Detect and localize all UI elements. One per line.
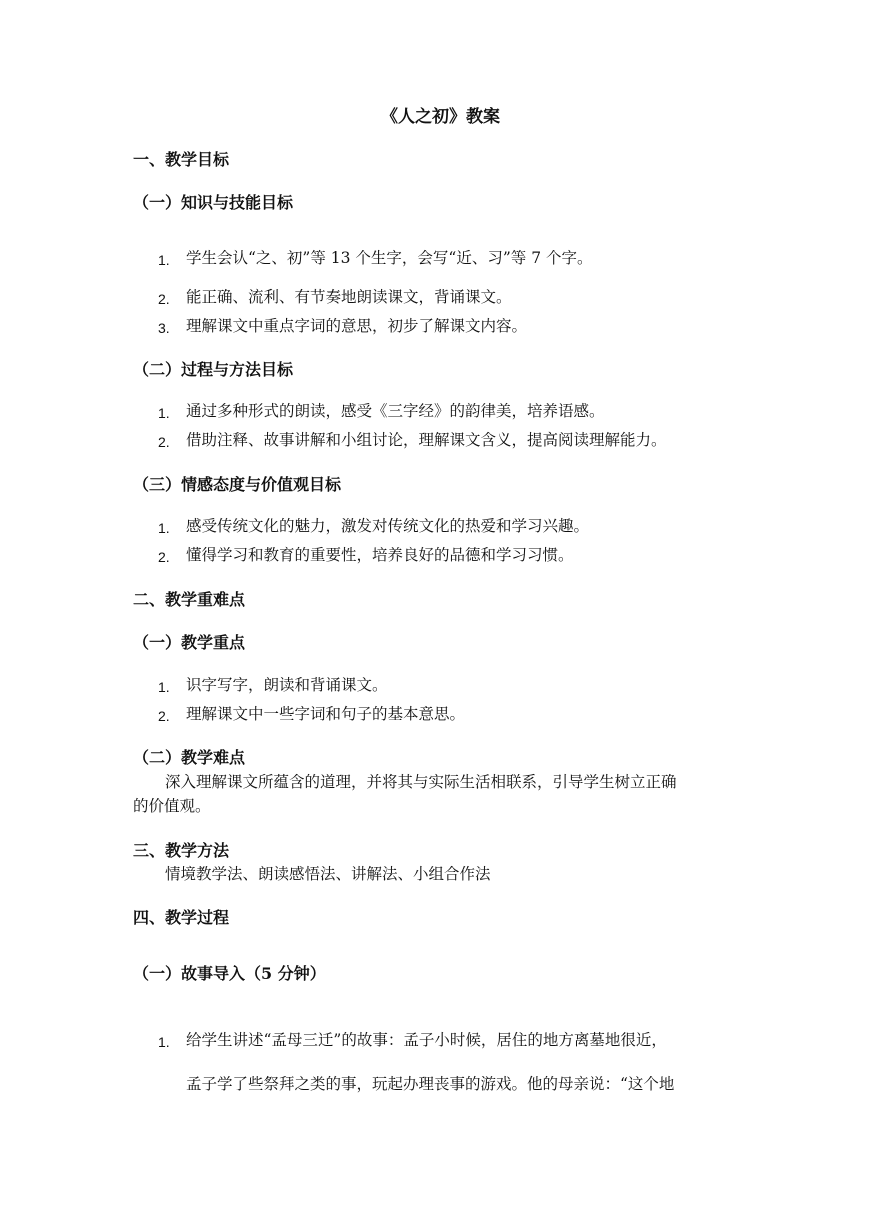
list-number: 1. — [158, 252, 170, 268]
subsection-heading-knowledge: （一）知识与技能目标 — [133, 193, 294, 212]
list-number: 1. — [158, 520, 170, 536]
paragraph-line: 的价值观。 — [133, 797, 211, 815]
list-number: 2. — [158, 434, 170, 450]
document-title: 《人之初》教案 — [381, 107, 500, 127]
list-number: 2. — [158, 549, 170, 565]
subsection-heading-values: （三）情感态度与价值观目标 — [133, 475, 342, 494]
section-heading-procedure: 四、教学过程 — [133, 908, 230, 927]
section-heading-key-points: 二、教学重难点 — [133, 590, 246, 609]
list-number: 3. — [158, 320, 170, 336]
list-item: 学生会认“之、初”等 13 个生字，会写“近、习”等 7 个字。 — [186, 249, 593, 267]
section-heading-goals: 一、教学目标 — [133, 150, 230, 169]
list-item: 懂得学习和教育的重要性，培养良好的品德和学习习惯。 — [186, 546, 574, 564]
subsection-heading-process: （二）过程与方法目标 — [133, 360, 294, 379]
subsection-heading-focus: （一）教学重点 — [133, 633, 246, 652]
paragraph-line: 情境教学法、朗读感悟法、讲解法、小组合作法 — [165, 865, 491, 883]
list-item-continuation: 孟子学了些祭拜之类的事，玩起办理丧事的游戏。他的母亲说：“这个地 — [186, 1075, 675, 1093]
list-item: 给学生讲述“孟母三迁”的故事：孟子小时候，居住的地方离墓地很近， — [186, 1031, 667, 1049]
subsection-heading-difficulty: （二）教学难点 — [133, 748, 246, 767]
list-number: 1. — [158, 679, 170, 695]
list-item: 能正确、流利、有节奏地朗读课文，背诵课文。 — [186, 288, 512, 306]
list-item: 识字写字，朗读和背诵课文。 — [186, 676, 388, 694]
list-number: 2. — [158, 708, 170, 724]
list-number: 2. — [158, 291, 170, 307]
list-item: 理解课文中重点字词的意思，初步了解课文内容。 — [186, 317, 528, 335]
paragraph-line: 深入理解课文所蕴含的道理，并将其与实际生活相联系，引导学生树立正确 — [165, 773, 677, 791]
list-item: 理解课文中一些字词和句子的基本意思。 — [186, 705, 466, 723]
list-number: 1. — [158, 405, 170, 421]
list-item: 借助注释、故事讲解和小组讨论，理解课文含义，提高阅读理解能力。 — [186, 431, 667, 449]
subsection-heading-intro: （一）故事导入（5 分钟） — [133, 964, 326, 983]
list-number: 1. — [158, 1034, 170, 1050]
list-item: 感受传统文化的魅力，激发对传统文化的热爱和学习兴趣。 — [186, 517, 590, 535]
list-item: 通过多种形式的朗读，感受《三字经》的韵律美，培养语感。 — [186, 402, 605, 420]
section-heading-methods: 三、教学方法 — [133, 841, 230, 860]
